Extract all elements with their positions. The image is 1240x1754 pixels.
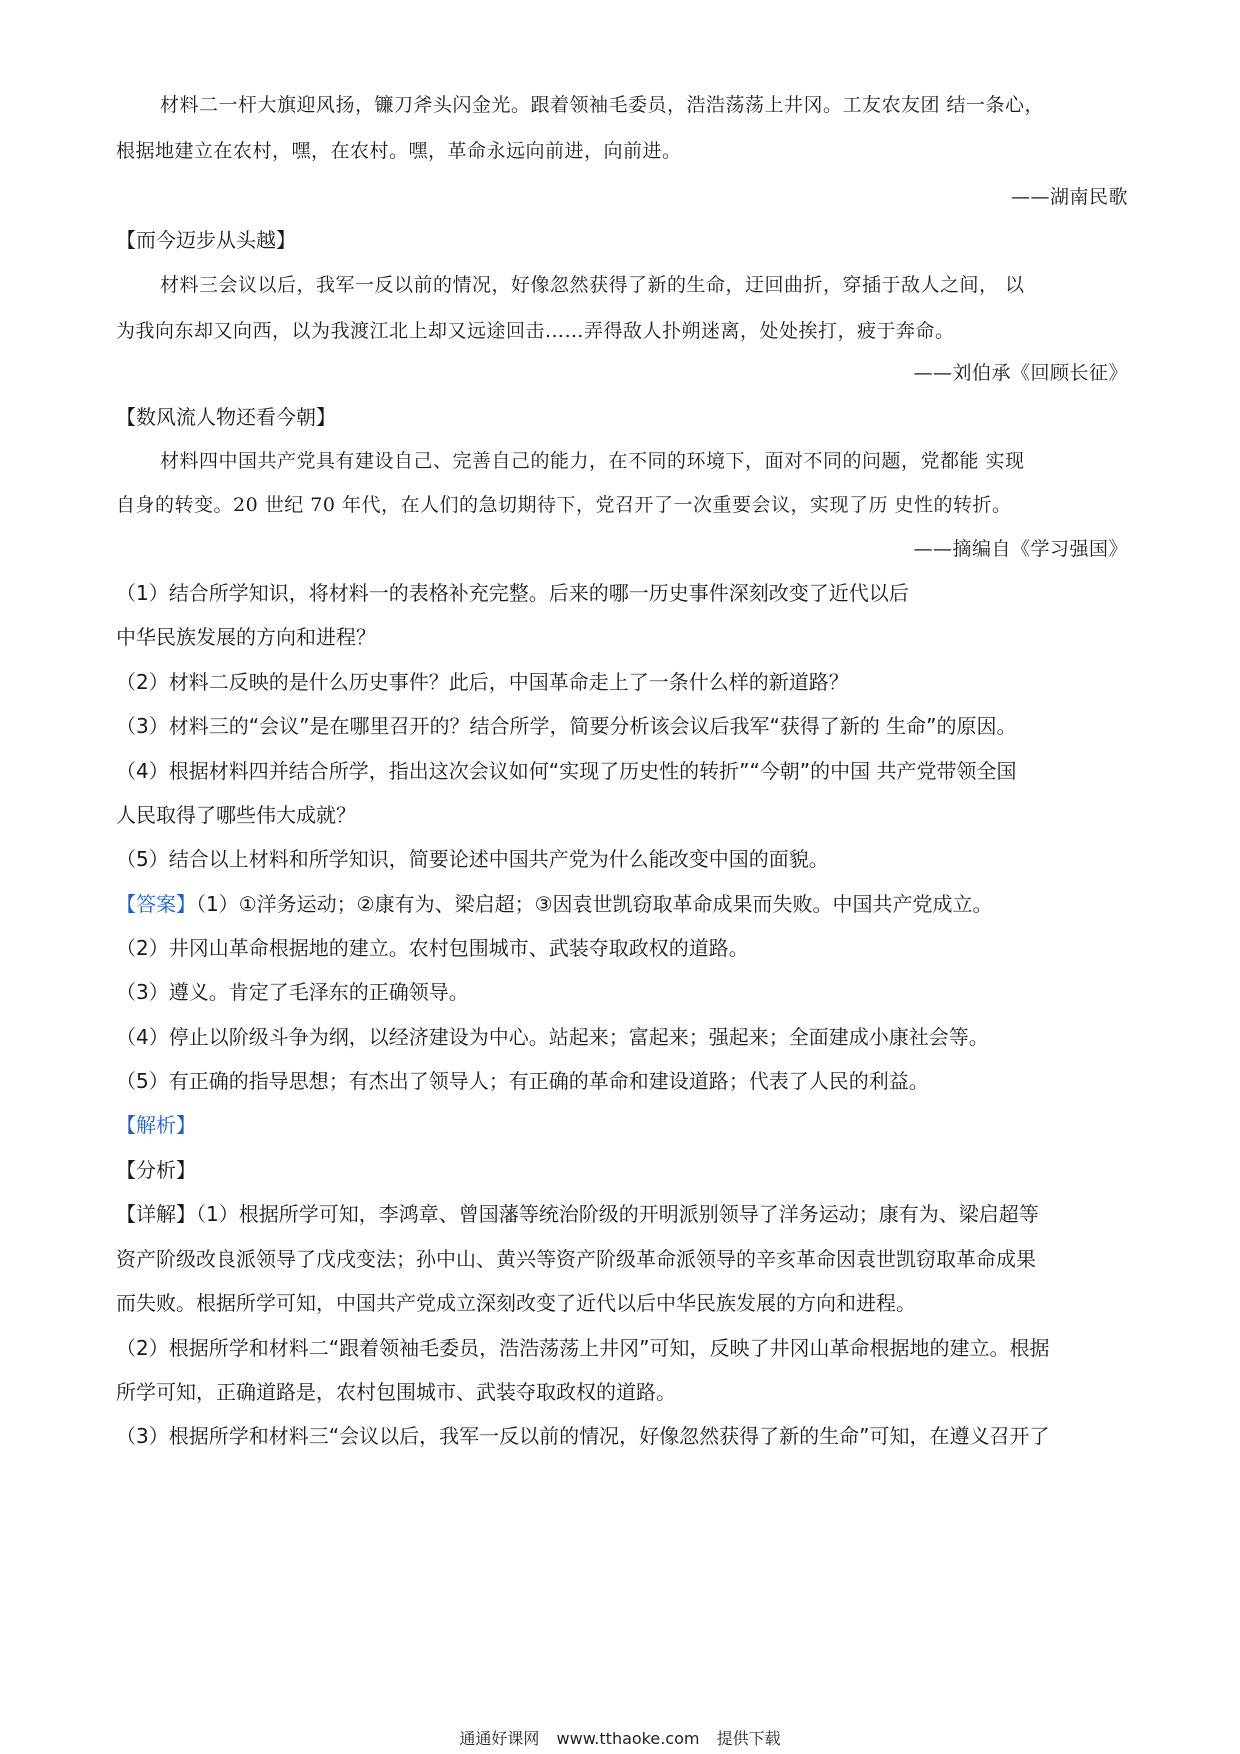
answer-3: （3）遵义。肯定了毛泽东的正确领导。: [116, 980, 469, 1004]
answer-4: （4）停止以阶级斗争为纲，以经济建设为中心。站起来；富起来；强起来；全面建成小康社会等。: [116, 1025, 989, 1049]
detail-1-line-3: 而失败。根据所学可知，中国共产党成立深刻改变了近代以后中华民族发展的方向和进程。: [116, 1291, 916, 1315]
detail-2-line-1: （2）根据所学和材料二“跟着领袖毛委员，浩浩荡荡上井冈”可知，反映了井冈山革命根据地的建立。根据: [116, 1336, 1050, 1360]
detail-1-line-2: 资产阶级改良派领导了戊戌变法；孙中山、黄兴等资产阶级革命派领导的辛亥革命因袁世凯窃取革命成果: [116, 1247, 1036, 1271]
question-4-line-2: 人民取得了哪些伟大成就？: [116, 803, 356, 827]
material-2-source: ——湖南民歌: [1010, 186, 1128, 208]
detail-3-line-1: （3）根据所学和材料三“会议以后，我军一反以前的情况，好像忽然获得了新的生命”可知，在遵义召开了: [116, 1424, 1050, 1448]
footer-note: 提供下载: [716, 1729, 781, 1748]
detail-1-text: （1）根据所学可知，李鸿章、曾国藩等统治阶级的开明派别领导了洋务运动；康有为、梁启超等: [196, 1202, 1039, 1226]
footer-site-name: 通通好课网: [459, 1729, 540, 1748]
detail-2-line-2: 所学可知，正确道路是，农村包围城市、武装夺取政权的道路。: [116, 1380, 676, 1404]
answer-2: （2）井冈山革命根据地的建立。农村包围城市、武装夺取政权的道路。: [116, 936, 749, 960]
question-1-line-1: （1）结合所学知识，将材料一的表格补充完整。后来的哪一历史事件深刻改变了近代以后: [116, 581, 909, 605]
material-2-line-2: 根据地建立在农村，嘿，在农村。嘿，革命永远向前进，向前进。: [116, 140, 682, 162]
material-2-line-1: 材料二一杆大旗迎风扬，镰刀斧头闪金光。跟着领袖毛委员，浩浩荡荡上井冈。工友农友团 结一条心，: [160, 94, 1045, 116]
material-3-source: ——刘伯承《回顾长征》: [913, 362, 1128, 384]
material-4-source: ——摘编自《学习强国》: [913, 538, 1128, 560]
detail-tag: 【详解】: [116, 1202, 196, 1226]
material-4-line-1: 材料四中国共产党具有建设自己、完善自己的能力，在不同的环境下，面对不同的问题，党都能 实现: [160, 450, 1025, 472]
page-footer: [0, 1728, 1240, 1750]
footer-url[interactable]: www.tthaoke.com: [556, 1729, 700, 1748]
detail-line-1: [116, 1199, 1128, 1229]
answer-1: （1）①洋务运动；②康有为、梁启超；③因袁世凯窃取革命成果而失败。中国共产党成立。: [196, 892, 993, 916]
question-5: （5）结合以上材料和所学知识，简要论述中国共产党为什么能改变中国的面貌。: [116, 847, 829, 871]
answer-5: （5）有正确的指导思想；有杰出了领导人；有正确的革命和建设道路；代表了人民的利益。: [116, 1069, 929, 1093]
question-2: （2）材料二反映的是什么历史事件？此后，中国革命走上了一条什么样的新道路？: [116, 670, 849, 694]
fenxi-tag: 【分析】: [116, 1158, 196, 1182]
material-3-line-1: 材料三会议以后，我军一反以前的情况，好像忽然获得了新的生命，迂回曲折，穿插于敌人之间， 以: [160, 274, 1025, 296]
question-3: （3）材料三的“会议”是在哪里召开的？结合所学，简要分析该会议后我军“获得了新的 生命”的原因。: [116, 714, 1017, 738]
question-4-line-1: （4）根据材料四并结合所学，指出这次会议如何“实现了历史性的转折”“今朝”的中国 共产党带领全国: [116, 759, 1017, 783]
question-1-line-2: 中华民族发展的方向和进程？: [116, 625, 376, 649]
material-4-line-2: 自身的转变。20 世纪 70 年代，在人们的急切期待下，党召开了一次重要会议，实现了历 史性的转折。: [116, 494, 1012, 516]
section-3-title: 【而今迈步从头越】: [116, 228, 296, 252]
section-4-title: 【数风流人物还看今朝】: [116, 405, 336, 429]
answer-tag: 【答案】: [116, 892, 196, 916]
answer-line-1: [116, 889, 1128, 919]
analysis-tag: 【解析】: [116, 1113, 196, 1137]
material-3-line-2: 为我向东却又向西，以为我渡江北上却又远途回击……弄得敌人扑朔迷离，处处挨打，疲于奔命。: [116, 320, 955, 342]
